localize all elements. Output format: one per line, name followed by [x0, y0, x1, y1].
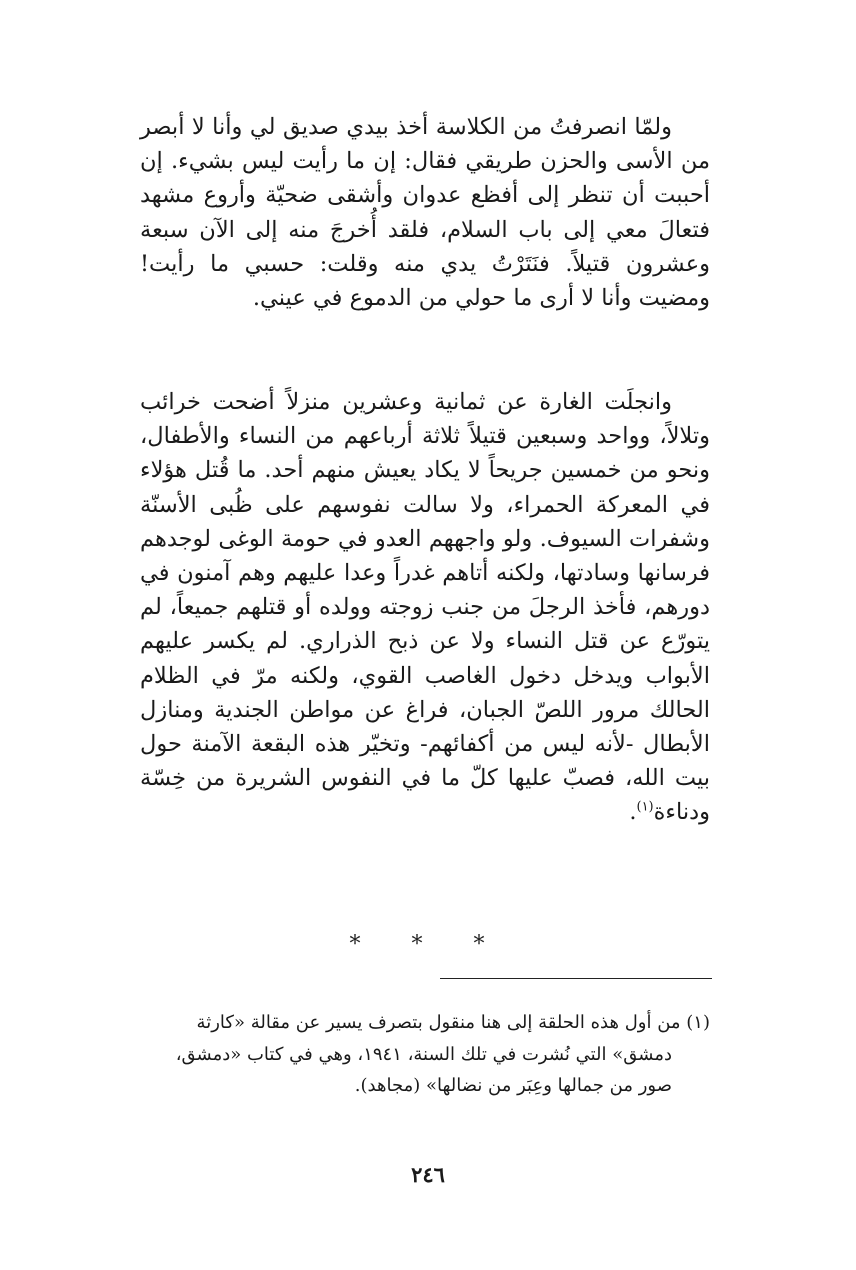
body-paragraph-2-text: وانجلَت الغارة عن ثمانية وعشرين منزلاً أضحت خرائب وتلالاً، وواحد وسبعين قتيلاً ثلاثة أرباعهم من النساء والأطفال، ونحو من خمسين جريحاً لا يكاد يعيش منهم أحد. ما قُتل هؤلاء في المعركة الحمراء، ولا سالت نفوسهم على ظُبى الأسنّة وشفرات السيوف. ولو واجههم العدو في حومة الوغى لوجدهم فرسانها وسادتها، ولكنه أتاهم غدراً وعدا عليهم وهم آمنون في دورهم، فأخذ الرجلَ من جنب زوجته وولده أو قتلهم جميعاً، لم يتورّع عن قتل النساء ولا عن ذبح الذراري. لم يكسر عليهم الأبواب ويدخل دخول الغاصب القوي، ولكنه مرّ في الظلام الحالك مرور اللصّ الجبان، فراغ عن مواطن الجندية ومنازل الأبطال -لأنه ليس من أكفائهم- وتخيّر هذه البقعة الآمنة حول بيت الله، فصبّ عليها كلّ ما في النفوس الشريرة من خِسّة ودناءة — [140, 389, 710, 826]
footnote — [140, 1007, 710, 1102]
footnote-reference-marker: (١) — [636, 799, 654, 815]
page-number: ٢٤٦ — [411, 1162, 445, 1187]
footnote-line-1: (١) من أول هذه الحلقة إلى هنا منقول بتصرف يسير عن مقالة «كارثة — [196, 1012, 710, 1033]
footnote-line-2: دمشق» التي نُشرت في تلك السنة، ١٩٤١، وهي في كتاب «دمشق، — [175, 1043, 672, 1065]
footnote-divider-line — [440, 978, 712, 979]
footnote-line-3: صور من جمالها وعِبَر من نضالها» (مجاهد). — [354, 1075, 672, 1096]
body-paragraph-2: وانجلَت الغارة عن ثمانية وعشرين منزلاً أضحت خرائب وتلالاً، وواحد وسبعين قتيلاً ثلاثة أرباعهم من النساء والأطفال، ونحو من خمسين جريحاً لا يكاد يعيش منهم أحد. ما قُتل هؤلاء في المعركة الحمراء، ولا سالت نفوسهم على ظُبى الأسنّة وشفرات السيوف. ولو واجههم العدو في حومة الوغى لوجدهم فرسانها وسادتها، ولكنه أتاهم غدراً وعدا عليهم وهم آمنون في دورهم، فأخذ الرجلَ من جنب زوجته وولده أو قتلهم جميعاً، لم يتورّع عن قتل النساء ولا عن ذبح الذراري. لم يكسر عليهم الأبواب ويدخل دخول الغاصب القوي، ولكنه مرّ في الظلام الحالك مرور اللصّ الجبان، فراغ عن مواطن الجندية ومنازل الأبطال -لأنه ليس من أكفائهم- وتخيّر هذه البقعة الآمنة حول بيت الله، فصبّ عليها كلّ ما في النفوس الشريرة من خِسّة ودناءة$^{(١)}$. — [140, 389, 710, 826]
body-paragraph-1: ولمّا انصرفتُ من الكلاسة أخذ بيدي صديق لي وأنا لا أبصر من الأسى والحزن طريقي فقال: إن ما رأيت ليس بشيء. إن أحببت أن تنظر إلى أفظع عدوان وأشقى ضحيّة وأروع مشهد فتعالَ معي إلى باب السلام، فلقد أُخرجَ منه إلى الآن سبعة وعشرون قتيلاً. فنَتَرْتُ يدي منه وقلت: حسبي ما رأيت! ومضيت وأنا لا أرى ما حولي من الدموع في عيني. — [140, 114, 710, 312]
section-separator: * * * — [349, 932, 507, 957]
